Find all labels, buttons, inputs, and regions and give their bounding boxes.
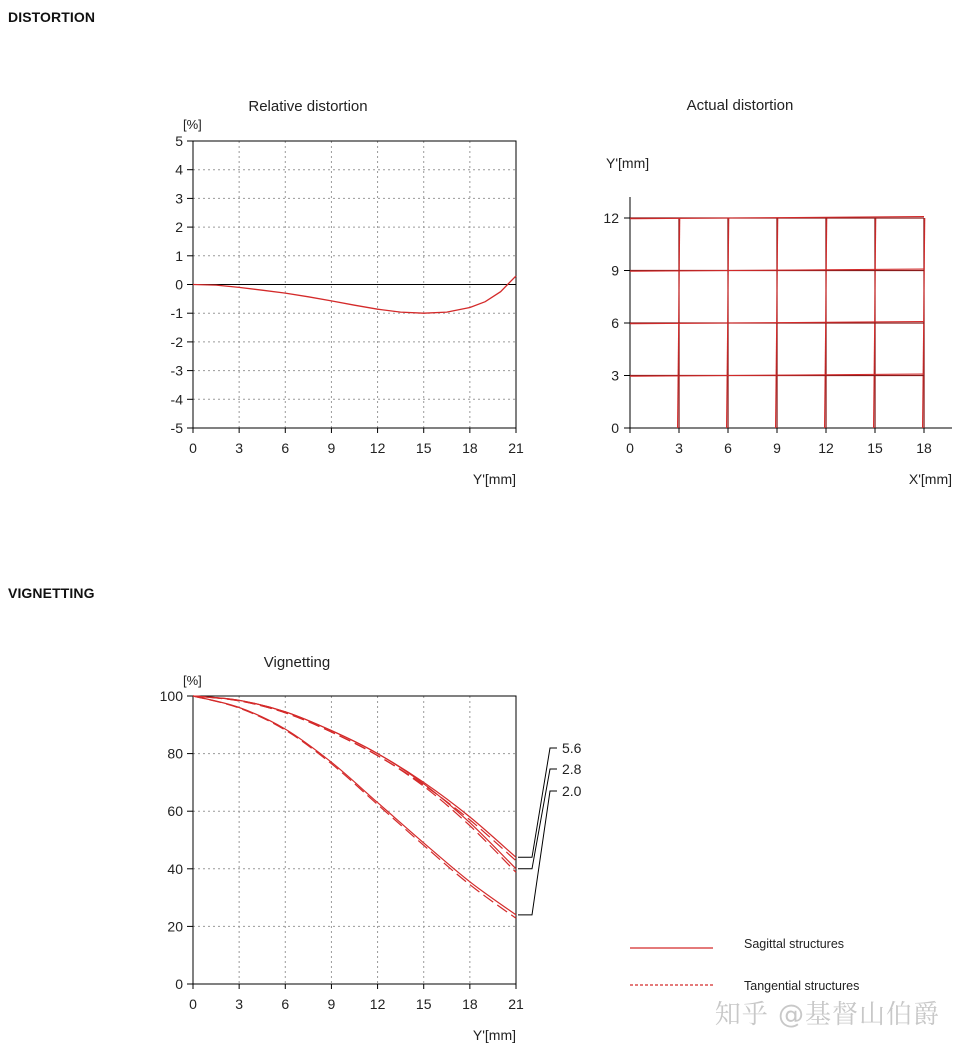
series-label-2.0: 2.0 bbox=[562, 783, 582, 799]
x-axis-label: Y'[mm] bbox=[472, 1027, 516, 1043]
y-tick-label: -4 bbox=[170, 391, 183, 408]
distortion-section-title: DISTORTION bbox=[8, 9, 96, 25]
actual-distortion-chart bbox=[603, 97, 952, 487]
y-tick-label: 0 bbox=[175, 276, 183, 293]
x-tick-label: 18 bbox=[462, 996, 478, 1012]
relative-distortion-chart bbox=[171, 98, 524, 487]
x-tick-label: 3 bbox=[235, 996, 244, 1012]
sagittal-curve-2.0 bbox=[193, 696, 516, 915]
x-tick-label: 15 bbox=[867, 440, 883, 456]
legend-tangential-label: Tangential structures bbox=[744, 979, 860, 993]
y-tick-label: 2 bbox=[175, 219, 183, 236]
y-tick-label: 3 bbox=[175, 190, 183, 207]
x-tick-label: 0 bbox=[189, 440, 197, 456]
x-tick-label: 18 bbox=[916, 440, 932, 456]
x-tick-label: 6 bbox=[281, 440, 290, 456]
x-tick-label: 6 bbox=[724, 440, 732, 456]
tangential-curve-2.0 bbox=[193, 696, 516, 918]
y-tick-label: 4 bbox=[175, 161, 183, 178]
vignetting-section-title: VIGNETTING bbox=[8, 585, 95, 601]
plot-frame bbox=[193, 696, 516, 984]
y-tick-label: 1 bbox=[175, 247, 183, 264]
y-tick-label: 6 bbox=[611, 315, 619, 331]
y-tick-label: 5 bbox=[175, 133, 183, 149]
y-tick-label: -2 bbox=[170, 333, 183, 350]
chart-title: Vignetting bbox=[263, 654, 331, 671]
y-tick-label: 20 bbox=[167, 918, 183, 935]
x-axis-label: X'[mm] bbox=[908, 471, 952, 487]
x-tick-label: 9 bbox=[773, 440, 781, 456]
y-tick-label: 12 bbox=[603, 210, 619, 226]
chart-title: Relative distortion bbox=[248, 98, 368, 115]
x-tick-label: 9 bbox=[327, 440, 336, 456]
y-tick-label: 0 bbox=[611, 420, 619, 436]
sagittal-curve-5.6 bbox=[193, 696, 516, 857]
x-tick-label: 12 bbox=[818, 440, 834, 456]
legend-sagittal-label: Sagittal structures bbox=[744, 937, 845, 951]
y-tick-label: 3 bbox=[611, 367, 619, 384]
series-label-2.8: 2.8 bbox=[562, 761, 582, 777]
y-tick-label: 9 bbox=[611, 262, 619, 279]
chart-title: Actual distortion bbox=[686, 97, 794, 114]
series-leader-line bbox=[518, 791, 557, 915]
y-tick-label: 100 bbox=[159, 688, 183, 704]
y-tick-label: -5 bbox=[170, 420, 183, 436]
x-tick-label: 21 bbox=[508, 440, 524, 456]
x-axis-label: Y'[mm] bbox=[472, 471, 516, 487]
vignetting-chart bbox=[160, 654, 860, 1043]
series-label-5.6: 5.6 bbox=[562, 740, 582, 756]
series-leader-line bbox=[518, 769, 557, 869]
x-tick-label: 3 bbox=[675, 440, 683, 456]
x-tick-label: 12 bbox=[369, 440, 386, 456]
y-tick-label: -1 bbox=[170, 305, 183, 322]
y-tick-label: 80 bbox=[167, 745, 183, 762]
tangential-curve-2.8 bbox=[193, 696, 516, 872]
x-tick-label: 6 bbox=[281, 996, 290, 1012]
y-tick-label: 40 bbox=[167, 860, 183, 877]
x-tick-label: 12 bbox=[369, 996, 386, 1012]
y-axis-label: Y'[mm] bbox=[606, 155, 650, 171]
x-tick-label: 15 bbox=[415, 996, 432, 1012]
x-tick-label: 0 bbox=[189, 996, 197, 1012]
watermark-text: 知乎 @基督山伯爵 bbox=[714, 1000, 940, 1030]
x-tick-label: 0 bbox=[626, 440, 634, 456]
y-axis-unit-label: [%] bbox=[183, 117, 202, 132]
x-tick-label: 15 bbox=[415, 440, 432, 456]
x-tick-label: 9 bbox=[327, 996, 336, 1012]
distortion-curve bbox=[193, 276, 516, 313]
x-tick-label: 3 bbox=[235, 440, 244, 456]
x-tick-label: 21 bbox=[508, 996, 524, 1012]
x-tick-label: 18 bbox=[462, 440, 478, 456]
y-tick-label: 60 bbox=[167, 803, 183, 820]
y-tick-label: -3 bbox=[170, 362, 183, 379]
tangential-curve-5.6 bbox=[193, 696, 516, 861]
y-tick-label: 0 bbox=[175, 976, 183, 992]
y-axis-unit-label: [%] bbox=[183, 673, 202, 688]
